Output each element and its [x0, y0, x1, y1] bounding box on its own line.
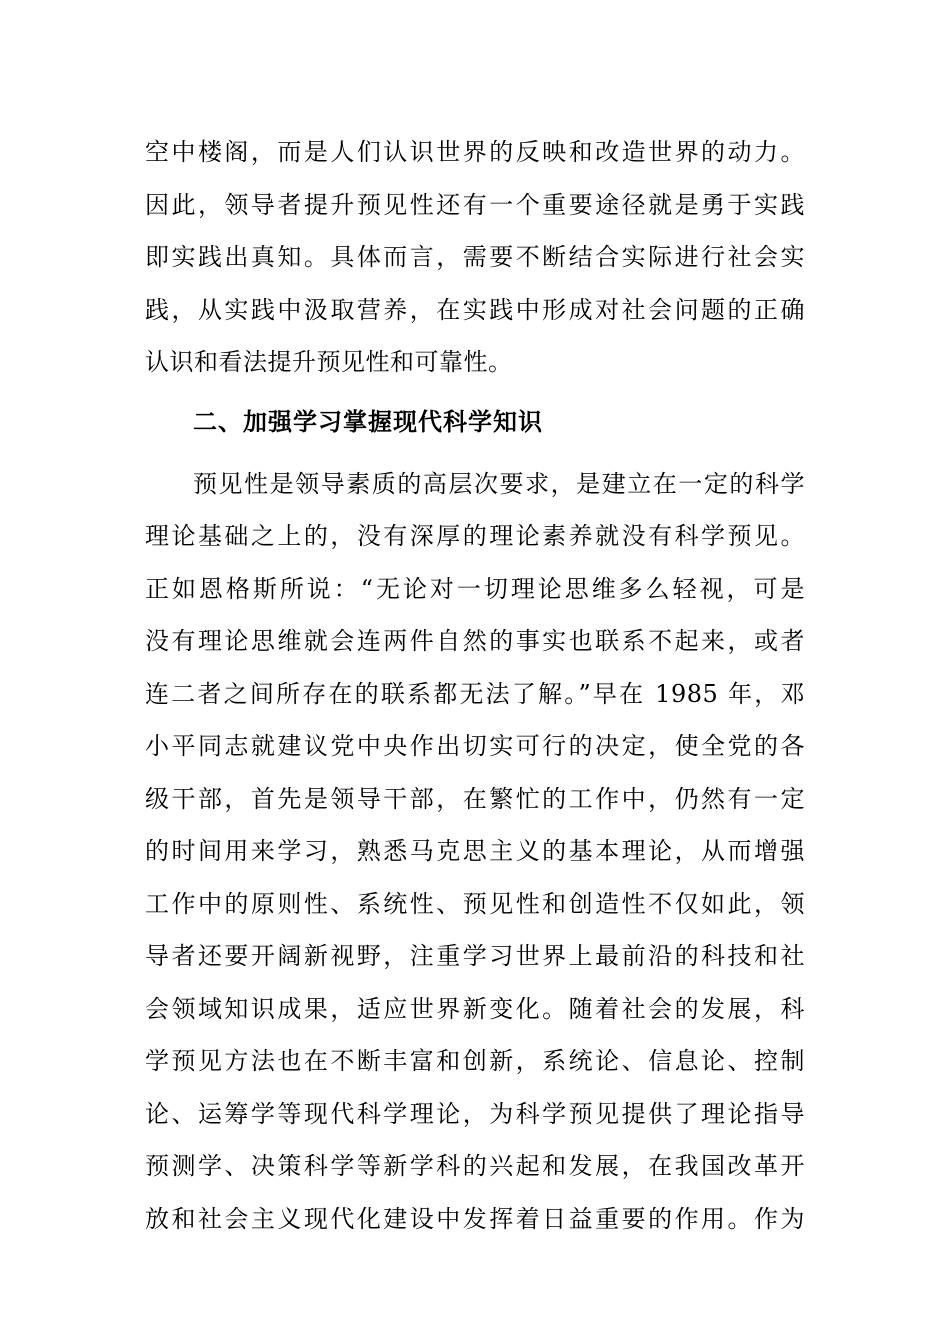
paragraph-line: 理论基础之上的，没有深厚的理论素养就没有科学预见。 [145, 522, 805, 550]
paragraph-line: 预见性是领导素质的高层次要求，是建立在一定的科学 [193, 469, 805, 498]
document-body [145, 126, 805, 1245]
paragraph-line: 正如恩格斯所说：“无论对一切理论思维多么轻视，可是 [145, 574, 805, 603]
paragraph-line: 空中楼阁，而是人们认识世界的反映和改造世界的动力。 [145, 138, 805, 166]
paragraph-2 [145, 458, 805, 1246]
paragraph-line: 预测学、决策科学等新学科的兴起和发展，在我国改革开 [145, 1152, 805, 1180]
paragraph-line: 会领域知识成果，适应世界新变化。随着社会的发展，科 [145, 994, 805, 1023]
paragraph-line: 论、运筹学等现代科学理论，为科学预见提供了理论指导 [145, 1099, 805, 1128]
paragraph-line: 放和社会主义现代化建设中发挥着日益重要的作用。作为 [145, 1204, 805, 1233]
paragraph-line: 级干部，首先是领导干部，在繁忙的工作中，仍然有一定 [145, 784, 805, 813]
section-heading: 二、加强学习掌握现代科学知识 [193, 407, 543, 436]
paragraph-line: 因此，领导者提升预见性还有一个重要途径就是勇于实践 [145, 190, 805, 219]
paragraph-line: 即实践出真知。具体而言，需要不断结合实际进行社会实 [145, 243, 805, 271]
paragraph-line: 践，从实践中汲取营养，在实践中形成对社会问题的正确 [145, 295, 805, 324]
paragraph-line: 导者还要开阔新视野，注重学习世界上最前沿的科技和社 [145, 942, 805, 970]
paragraph-line: 认识和看法提升预见性和可靠性。 [145, 348, 513, 376]
paragraph-line: 小平同志就建议党中央作出切实可行的决定，使全党的各 [145, 732, 805, 760]
paragraph-line: 连二者之间所存在的联系都无法了解。”早在 1985 年，邓 [145, 679, 805, 708]
paragraph-line: 工作中的原则性、系统性、预见性和创造性不仅如此，领 [145, 889, 805, 918]
paragraph-1 [145, 126, 805, 389]
paragraph-line: 学预见方法也在不断丰富和创新，系统论、信息论、控制 [145, 1047, 805, 1075]
paragraph-line: 没有理论思维就会连两件自然的事实也联系不起来，或者 [145, 627, 805, 655]
paragraph-line: 的时间用来学习，熟悉马克思主义的基本理论，从而增强 [145, 837, 805, 865]
